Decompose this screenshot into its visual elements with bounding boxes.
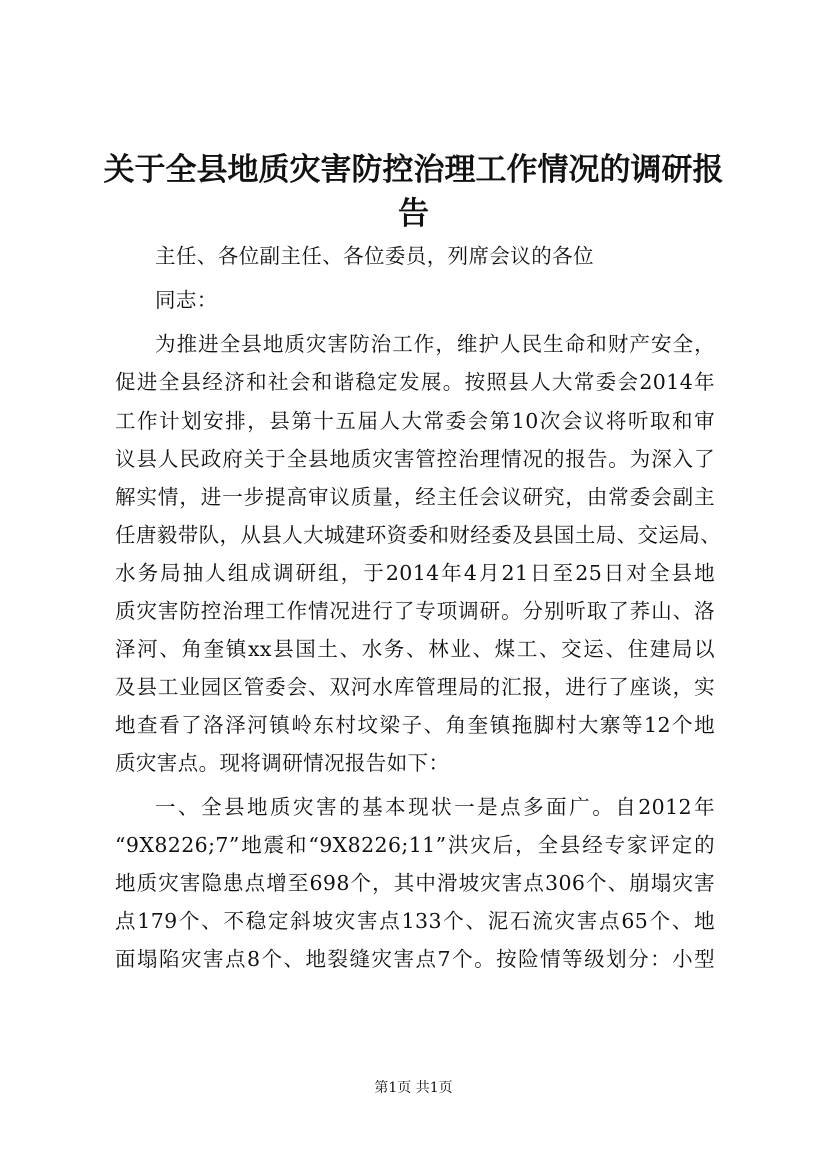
body-line: 议县人民政府关于全县地质灾害管控治理情况的报告。为深入了 — [115, 447, 715, 471]
body-line: 一、全县地质灾害的基本现状一是点多面广。自2012年 — [155, 795, 715, 819]
body-line: 质灾害点。现将调研情况报告如下： — [115, 751, 450, 775]
body-line: 面塌陷灾害点8个、地裂缝灾害点7个。按险情等级划分：小型 — [115, 947, 715, 971]
body-line: 地质灾害隐患点增至698个，其中滑坡灾害点306个、崩塌灾害 — [115, 871, 715, 895]
salutation-line: 主任、各位副主任、各位委员，列席会议的各位 — [155, 244, 594, 268]
page-footer: 第1页 共1页 — [374, 1080, 453, 1096]
salutation-line-2: 同志： — [155, 288, 218, 312]
body-line: 解实情，进一步提高审议质量，经主任会议研究，由常委会副主 — [115, 485, 715, 509]
body-line: 质灾害防控治理工作情况进行了专项调研。分别听取了荞山、洛 — [115, 599, 715, 623]
body-line: 水务局抽人组成调研组，于2014年4月21日至25日对全县地 — [115, 561, 715, 585]
body-line: “9X8226;7”地震和“9X8226;11”洪灾后，全县经专家评定的 — [115, 833, 715, 857]
title-line-2: 告 — [398, 196, 429, 232]
title-line-1: 关于全县地质灾害防控治理工作情况的调研报 — [103, 152, 724, 188]
body-line: 点179个、不稳定斜坡灾害点133个、泥石流灾害点65个、地 — [115, 909, 715, 933]
body-line: 及县工业园区管委会、双河水库管理局的汇报，进行了座谈，实 — [115, 675, 715, 699]
body-line: 为推进全县地质灾害防治工作，维护人民生命和财产安全， — [155, 332, 715, 356]
body-line: 泽河、角奎镇xx县国土、水务、林业、煤工、交运、住建局以 — [115, 637, 715, 661]
document-title — [100, 148, 727, 236]
body-line: 促进全县经济和社会和谐稳定发展。按照县人大常委会2014年 — [115, 370, 715, 394]
body-line: 任唐毅带队，从县人大城建环资委和财经委及县国土局、交运局、 — [115, 523, 722, 547]
body-line: 工作计划安排，县第十五届人大常委会第10次会议将听取和审 — [115, 409, 715, 433]
body-line: 地查看了洛泽河镇岭东村坟梁子、角奎镇拖脚村大寨等12个地 — [115, 713, 715, 737]
